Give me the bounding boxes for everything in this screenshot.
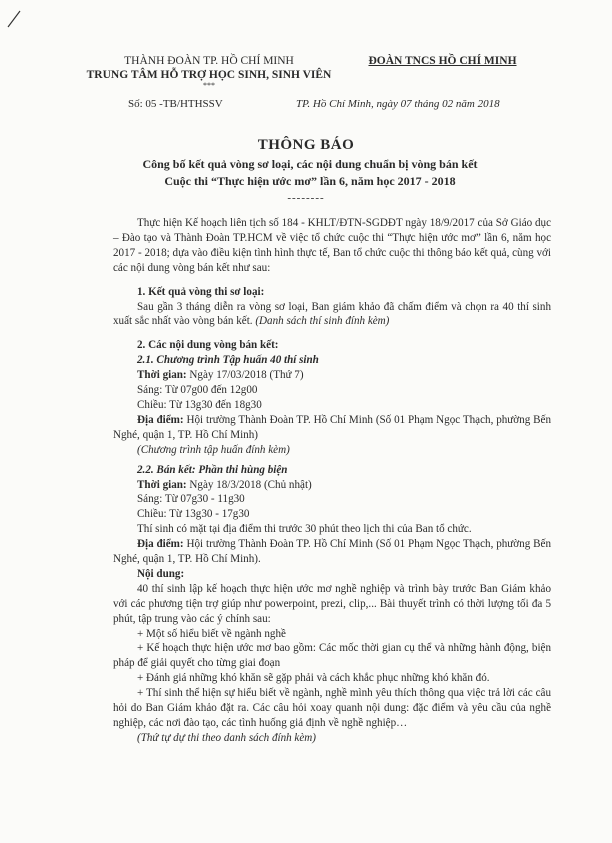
header-stars: ***	[203, 81, 215, 90]
semifinal-morning: Sáng: Từ 07g30 - 11g30	[137, 493, 245, 506]
training-note: (Chương trình tập huấn đính kèm)	[137, 443, 290, 456]
section-1-result: Sau gần 3 tháng diễn ra vòng sơ loại, Ban giám khảo đã chấm điểm và chọn ra 40 thí sinh xuất sắc nhất vào vòng bán kết.	[113, 300, 551, 328]
parent-organization: THÀNH ĐOÀN TP. HỒ CHÍ MINH	[124, 55, 294, 67]
document-subtitle-1: Công bố kết quả vòng sơ loại, các nội dung chuẩn bị vòng bán kết	[142, 157, 478, 171]
training-place-value: Hội trường Thành Đoàn TP. Hồ Chí Minh (Số 01 Phạm Ngọc Thạch, phường Bến Nghé, quận 1, TP. Hồ Chí Minh)	[113, 413, 551, 441]
section-2-1-heading: 2.1. Chương trình Tập huấn 40 thí sinh	[137, 354, 319, 367]
content-bullet-2: + Kế hoạch thực hiện ước mơ bao gồm: Các mốc thời gian cụ thể và những hành động, biện pháp để giải quyết cho từng giai đoạn	[113, 642, 551, 670]
section-1-note: (Danh sách thí sinh đính kèm)	[255, 315, 390, 328]
place-and-date: TP. Hồ Chí Minh, ngày 07 tháng 02 năm 2018	[296, 98, 500, 110]
document-number: Số: 05 -TB/HTHSSV	[128, 98, 223, 110]
document-title: THÔNG BÁO	[257, 137, 355, 153]
semifinal-time	[113, 478, 551, 493]
section-2-2-heading: 2.2. Bán kết: Phần thi hùng biện	[137, 463, 288, 476]
training-morning: Sáng: Từ 07g00 đến 12g00	[137, 384, 258, 397]
semifinal-place	[113, 537, 551, 567]
document-subtitle-2: Cuộc thi “Thực hiện ước mơ” lần 6, năm học 2017 - 2018	[164, 174, 456, 188]
issuing-center: TRUNG TÂM HỖ TRỢ HỌC SINH, SINH VIÊN	[86, 69, 332, 81]
intro-paragraph: Thực hiện Kế hoạch liên tịch số 184 - KHLT/ĐTN-SGDĐT ngày 18/9/2017 của Sở Giáo dục – Đào tạo và Thành Đoàn TP.HCM về việc tổ chức cuộc thi “Thực hiện ước mơ” lần 6, năm học 2017 - 2018; dựa vào điều kiện tình hình thực tế, Ban tổ chức cuộc thi thông báo kết quả, cùng với các nội dung vòng bán kết như sau:	[113, 217, 551, 274]
title-separator: --------	[287, 192, 325, 204]
training-place-label: Địa điểm:	[137, 413, 184, 426]
training-time-value: Ngày 17/03/2018 (Thứ 7)	[189, 369, 304, 382]
content-bullet-4: + Thí sinh thể hiện sự hiểu biết về ngành, nghề mình yêu thích thông qua việc trả lời các câu hỏi do Ban Giám khảo đặt ra. Các câu hỏi xoay quanh nội dung: đặc điểm và yêu cầu của nghề nghiệp, các nơi đào tạo, các tình huống giả định về nghề nghiệp…	[113, 687, 551, 729]
section-2-heading: 2. Các nội dung vòng bán kết:	[137, 339, 279, 352]
semifinal-time-value: Ngày 18/3/2018 (Chủ nhật)	[189, 478, 312, 491]
semifinal-arrival-note: Thí sinh có mặt tại địa điểm thi trước 30 phút theo lịch thi của Ban tổ chức.	[137, 523, 472, 536]
union-name: ĐOÀN TNCS HỒ CHÍ MINH	[368, 55, 517, 67]
section-1-text	[113, 300, 551, 330]
content-bullet-1: + Một số hiểu biết về ngành nghề	[137, 627, 286, 640]
issuing-organization	[74, 54, 344, 90]
semifinal-place-label: Địa điểm:	[137, 538, 184, 551]
content-text: 40 thí sinh lập kế hoạch thực hiện ước mơ nghề nghiệp và trình bày trước Ban Giám khảo với các phương tiện trợ giúp như powerpoint, prezi, clip,... Bài thuyết trình có thời lượng tối đa 5 phút, tập trung vào các ý chính sau:	[113, 582, 551, 625]
training-time	[113, 368, 551, 383]
handwritten-slash-mark	[4, 8, 26, 30]
order-note: (Thứ tự dự thi theo danh sách đính kèm)	[137, 731, 316, 744]
semifinal-place-value: Hội trường Thành Đoàn TP. Hồ Chí Minh (Số 01 Phạm Ngọc Thạch, phường Bến Nghé, quận 1, TP. Hồ Chí Minh).	[113, 538, 551, 566]
semifinal-afternoon: Chiều: Từ 13g30 - 17g30	[137, 508, 250, 521]
document-body	[113, 216, 551, 746]
training-afternoon: Chiều: Từ 13g30 đến 18g30	[137, 398, 262, 411]
content-bullet-3: + Đánh giá những khó khăn sẽ gặp phải và cách khắc phục những khó khăn đó.	[137, 672, 490, 685]
section-1-heading: 1. Kết quả vòng thi sơ loại:	[137, 285, 265, 298]
training-time-label: Thời gian:	[137, 369, 187, 382]
training-place	[113, 413, 551, 443]
content-label: Nội dung:	[137, 567, 185, 580]
semifinal-time-label: Thời gian:	[137, 478, 187, 491]
